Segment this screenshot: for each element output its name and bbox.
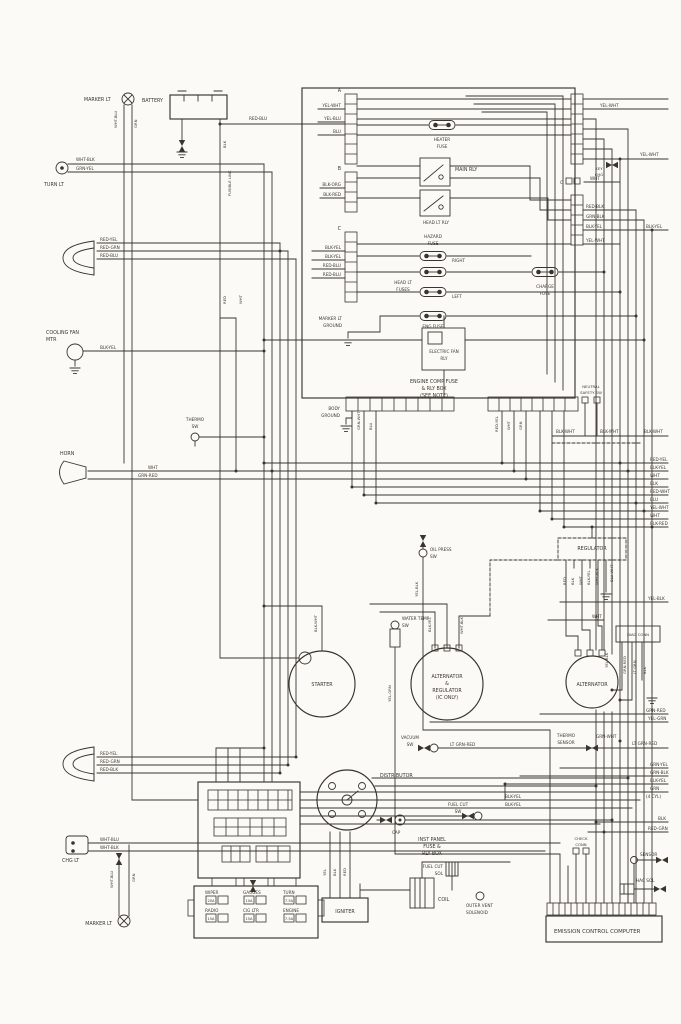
wire-grn-pin: GRN xyxy=(518,421,523,430)
body-ground-label-2: GROUND xyxy=(321,413,340,418)
wire-op-yel-blk: YEL-BLK xyxy=(414,581,419,597)
wire-ecc-blk: BLK xyxy=(658,816,666,821)
key-chg-label-1: KEY xyxy=(595,166,603,171)
fuse-radio-label: RADIO xyxy=(205,908,219,913)
marker-light-bottom-symbol xyxy=(118,915,130,927)
coil-symbol xyxy=(410,878,434,908)
bus-label-2: WHT xyxy=(650,473,660,478)
wire-c-red-blu-1: RED-BLU xyxy=(322,263,341,268)
connector-c2 xyxy=(566,178,580,184)
lower-bus-1: GRN-BLK xyxy=(650,770,669,775)
headlight-fuse-right-symbol xyxy=(420,268,446,277)
battery-symbol xyxy=(170,91,227,119)
wire-red-yel-pin: RED-YEL xyxy=(494,416,499,432)
wire-yel-blk-edge: YEL-BLK xyxy=(648,596,665,601)
wire-ar-wht-blk: WHT-BLK xyxy=(459,616,464,634)
wire-blu: BLU xyxy=(332,129,341,134)
wire-yel-grn: YEL-GRN xyxy=(387,685,392,702)
vacuum-sw-label-2: SW xyxy=(406,742,414,747)
bus-label-4: RED-WHT xyxy=(650,489,670,494)
thermo-sensor-label-1: THERMO xyxy=(556,733,576,738)
engine-fuse-label: ENG FUSE xyxy=(422,324,444,329)
wiring-mid-verticals xyxy=(216,164,296,782)
wire-wht: WHT xyxy=(238,295,243,304)
igniter-label: IGNITER xyxy=(335,910,355,915)
bus-label-6: YEL-WHT xyxy=(650,505,669,510)
wire-mb-wht-blu: WHT-BLU xyxy=(109,870,114,888)
wire-wht-pin: WHT xyxy=(506,421,511,430)
reg-pin-2: WHT xyxy=(578,576,583,585)
connector-strip-bottom-right xyxy=(488,397,578,411)
engine-box-title-1: ENGINE COMP FUSE xyxy=(410,380,458,385)
wire-blk: BLK xyxy=(222,140,227,148)
marker-lt-top-label: MARKER LT xyxy=(84,98,111,103)
fuel-cut-switch-symbol xyxy=(474,812,482,820)
thermo-switch-symbol xyxy=(191,433,199,446)
turn-light-symbol xyxy=(56,162,68,174)
bus-label-0: RED-YEL xyxy=(650,457,668,462)
headlight-right-symbol xyxy=(63,747,94,781)
engine-fuse-symbol xyxy=(420,312,446,321)
wire-by2: BLK-YEL xyxy=(505,802,522,807)
wire-lt-grn-red: LT GRN-RED xyxy=(450,742,476,747)
body-ground-label-1: BODY xyxy=(328,406,340,411)
marker-ground-label-2: GROUND xyxy=(323,323,342,328)
fuse-turn-label: TURN xyxy=(283,890,295,895)
wire-hl2-red-grn: RED-GRN xyxy=(100,759,120,764)
alternator-symbol xyxy=(566,650,618,708)
wire-c-red-blu-2: RED-BLU xyxy=(322,272,341,277)
heater-fuse-label-2: FUSE xyxy=(436,144,448,149)
check-connector-pins xyxy=(573,848,589,854)
heater-fuse-label-1: HEATER xyxy=(433,137,451,142)
fuse-cig-label: CIG LTR xyxy=(243,908,259,913)
connector-strip-right-mid xyxy=(571,195,583,245)
wire-yel-wht: YEL-WHT xyxy=(322,103,341,108)
bowtie-connectors xyxy=(116,140,668,892)
wire-cl-wht-blk: WHT-BLK xyxy=(100,845,119,850)
fuse-wiper-amp: 20A xyxy=(207,899,215,903)
neutral-safety-pins xyxy=(582,397,600,403)
wire-by1: BLK-YEL xyxy=(505,794,522,799)
emission-computer-box xyxy=(546,903,662,942)
neutral-safety-label-1: NEUTRAL xyxy=(582,384,600,389)
lower-bus-3: GRN xyxy=(650,786,660,791)
main-relay-label: MAIN RLY xyxy=(455,168,478,173)
reg-pin-1: BLK xyxy=(570,577,575,585)
oil-press-label-1: OIL PRESS xyxy=(430,547,452,552)
hazard-fuse-label-2: FUSE xyxy=(427,241,439,246)
wire-d-red: RED xyxy=(342,868,347,876)
wire-grn-wht-pin: GRN-WHT xyxy=(356,411,361,430)
chg-lt-label: CHG LT xyxy=(62,859,80,864)
cap-label: CAP xyxy=(392,830,401,835)
bus-label-1: BLK-YEL xyxy=(650,465,667,470)
oil-press-label-2: SW xyxy=(430,554,437,559)
wire-wht-blu: WHT-BLU xyxy=(113,110,118,128)
strip-a-letter: A xyxy=(337,89,341,94)
wire-blu-pin: BLU xyxy=(368,422,373,430)
wire-yel-grn-2: YEL-GRN xyxy=(648,716,667,721)
wire-ecc-red-grn: RED-GRN xyxy=(648,826,668,831)
oil-pressure-switch-symbol xyxy=(419,549,427,557)
inst-panel-label-1: INST PANEL xyxy=(418,838,446,843)
key-chg-label-2: CHG xyxy=(594,172,604,177)
outer-vent-label-1: OUTER VENT xyxy=(466,903,494,908)
headlight-fuse-left-symbol xyxy=(420,288,446,297)
wire-grn-yel: GRN-YEL xyxy=(76,166,94,171)
wire-blk-red: BLK-RED xyxy=(323,192,341,197)
cap-connector-symbol xyxy=(395,815,405,825)
neutral-safety-label-2: SAFETY SW xyxy=(580,390,602,395)
wire-d-yel: YEL xyxy=(322,869,327,876)
wire-grn-blk: GRN-BLK xyxy=(586,214,605,219)
wire-d-blk: BLK xyxy=(332,868,337,876)
wire-blu-wht: BLU-WHT xyxy=(609,564,614,582)
wire-alt-yel-blk: YEL-BLK xyxy=(604,652,609,668)
cooling-fan-symbol xyxy=(67,344,83,360)
fuse-turn-amp: 7.5A xyxy=(284,899,294,903)
water-temp-label-1: WATER TEMP xyxy=(402,616,430,621)
fuse-engine-label: ENGINE xyxy=(283,908,300,913)
hac-sol-label: HAC SOL xyxy=(636,878,655,883)
fuse-cig-amp: 15A xyxy=(245,917,253,921)
wire-rt-yel-wht-2: YEL-WHT xyxy=(640,152,659,157)
ground-symbols xyxy=(70,152,657,704)
bus-label-5: BLU xyxy=(650,497,659,502)
connector-strip-a xyxy=(345,94,357,164)
lower-bus-4: (4 CYL) xyxy=(646,794,662,799)
regulator-label: REGULATOR xyxy=(577,547,607,552)
outer-vent-solenoid-symbol xyxy=(476,892,484,900)
wire-rt-blk-yel: BLK-YEL xyxy=(586,224,603,229)
inst-panel-label-2: FUSE & xyxy=(423,845,441,850)
wire-wht-blk: WHT-BLK xyxy=(76,157,95,162)
charge-fuse-label-1: CHARGE xyxy=(536,284,554,289)
wiring-left xyxy=(68,105,560,916)
fuel-cut-solenoid-symbol xyxy=(446,862,458,876)
diag-pin-1: LT GRN xyxy=(632,660,637,674)
inst-panel-label-3: RLY BOX xyxy=(422,852,442,857)
thermo-sensor-label-2: SENSOR xyxy=(557,740,575,745)
thermo-sw-label-1: THERMO xyxy=(185,417,205,422)
wire-ar-blk-yel: BLK-YEL xyxy=(427,617,432,632)
charge-fuse-label-2: FUSE xyxy=(539,291,551,296)
wire-red-blu-2: RED-BLU xyxy=(100,253,119,258)
wire-rt-blk-yel-edge: BLK-YEL xyxy=(646,224,663,229)
cooling-fan-label-2: MTR xyxy=(46,338,57,343)
fuel-cut-sw-label-2: SW xyxy=(454,809,462,814)
fuse-gauges-label: GAUGES xyxy=(243,890,261,895)
inst-panel-fuse-relay-box xyxy=(198,782,300,886)
wire-blk-wht-2: BLK-WHT xyxy=(600,429,619,434)
headlight-relay-label: HEAD LT RLY xyxy=(422,220,450,225)
water-temp-label-2: SW xyxy=(402,623,409,628)
connector-strip-c xyxy=(345,232,357,302)
hazard-fuse-symbol xyxy=(420,252,446,261)
vacuum-switch-symbol xyxy=(430,744,438,752)
bus-label-8: BLK-RED xyxy=(650,521,668,526)
wire-wht-small: WHT xyxy=(592,614,602,619)
lower-bus-2: BLK-YEL xyxy=(650,778,667,783)
lower-bus-0: GRN-YEL xyxy=(650,762,668,767)
fuse-engine-amp: 7.5A xyxy=(284,917,294,921)
engine-box-title-2: & RLY BOX xyxy=(421,387,447,392)
reg-pin-0: RED xyxy=(562,577,567,585)
distributor-label: DISTRIBUTOR xyxy=(380,774,413,779)
altreg-label-2: & xyxy=(445,682,449,687)
wire-rt-yel-wht-3: YEL-WHT xyxy=(586,238,605,243)
diag-pin-2: BLK xyxy=(642,666,647,674)
altreg-label-3: REGULATOR xyxy=(432,689,462,694)
wire-blk-org: BLK-ORG xyxy=(322,182,341,187)
strip-c-letter: C xyxy=(337,227,341,232)
connector-c2-letter: C xyxy=(560,180,563,185)
wiring-bottom xyxy=(300,768,668,903)
marker-light-top-symbol xyxy=(122,93,134,105)
vacuum-sw-label-1: VACUUM xyxy=(400,735,420,740)
altreg-label-1: ALTERNATOR xyxy=(431,675,463,680)
wire-blk-wht-1: BLK-WHT xyxy=(556,429,575,434)
wire-grn-red-2: GRN-RED xyxy=(646,708,666,713)
junction-dots xyxy=(219,123,654,834)
battery-label: BATTERY xyxy=(142,99,163,104)
horn-label: HORN xyxy=(60,452,75,457)
headlight-left-symbol xyxy=(63,241,94,275)
fuel-cut-sol-label-2: SOL xyxy=(434,871,443,876)
wire-grn-red: GRN-RED xyxy=(138,473,158,478)
sensor-label: SENSOR xyxy=(640,852,658,857)
hazard-fuse-label-1: HAZARD xyxy=(424,234,442,239)
wire-blk-wht-3: BLK-WHT xyxy=(644,429,663,434)
altreg-label-4: (IC ONLY) xyxy=(435,696,459,701)
wire-red: RED xyxy=(222,296,227,304)
wire-hl2-red-blk: RED-BLK xyxy=(100,767,119,772)
wire-red-blk: RED-BLK xyxy=(586,204,605,209)
wire-yel-blu: YEL-BLU xyxy=(324,116,341,121)
bus-label-3: BLK xyxy=(650,481,658,486)
reg-pin-4: WHT-BLK xyxy=(594,567,599,585)
wire-red-yel: RED-YEL xyxy=(100,237,118,242)
connector-strip-right-top xyxy=(571,94,583,164)
fusible-link-label: FUSIBLE LINK xyxy=(227,170,232,196)
wire-grn: GRN xyxy=(133,119,138,128)
fan-relay-label-2: RLY xyxy=(440,356,448,361)
connector-strip-b xyxy=(345,172,357,212)
wire-grn-wht-2: GRN-WHT xyxy=(596,734,617,739)
bus-label-7: WHT xyxy=(650,513,660,518)
wire-c-blk-yel-1: BLK-YEL xyxy=(324,245,341,250)
left-fuse-label: LEFT xyxy=(452,294,462,299)
emission-computer-label: EMISSION CONTROL COMPUTER xyxy=(554,929,641,935)
check-conn-label-2: CONN xyxy=(575,842,587,847)
wire-cl-wht-blu: WHT-BLU xyxy=(100,837,119,842)
headlight-fuses-label-2: FUSES xyxy=(396,287,410,292)
diag-pin-0: GRN-RED xyxy=(622,656,627,674)
alternator-label: ALTERNATOR xyxy=(576,683,608,688)
wire-blk-yel: BLK-YEL xyxy=(100,345,117,350)
diag-conn-label: DIAG CONN xyxy=(626,632,650,637)
wire-starter-blk-wht: BLK-WHT xyxy=(313,615,318,632)
cooling-fan-label-1: COOLING FAN xyxy=(46,331,80,336)
fuse-radio-amp: 15A xyxy=(207,917,215,921)
starter-label: STARTER xyxy=(311,683,333,688)
check-conn-label-1: CHECK xyxy=(574,836,588,841)
turn-lt-label: TURN LT xyxy=(44,183,64,188)
fuel-cut-sol-label-1: FUEL CUT xyxy=(422,864,443,869)
horn-symbol xyxy=(60,461,87,484)
wire-rt-wht: WHT xyxy=(590,176,600,181)
wire-c-blk-yel-2: BLK-YEL xyxy=(324,254,341,259)
marker-ground-label-1: MARKER LT xyxy=(318,316,342,321)
water-temp-switch-symbol xyxy=(390,621,400,647)
wire-lt-grn-red-2: LT GRN-RED xyxy=(632,741,658,746)
charge-light-connector-symbol xyxy=(66,836,88,854)
marker-lt-bottom-label: MARKER LT xyxy=(85,922,112,927)
right-fuse-label: RIGHT xyxy=(452,258,466,263)
wire-mb-grn: GRN xyxy=(131,873,136,882)
wire-red-grn: RED-GRN xyxy=(100,245,120,250)
headlight-fuses-label-1: HEAD LT xyxy=(394,280,412,285)
strip-b-letter: B xyxy=(337,167,341,172)
engine-box-title-3: (SEE NOTE) xyxy=(420,394,448,399)
headlight-relay-symbol xyxy=(420,190,450,216)
reg-pin-3: BLK-YEL xyxy=(586,570,591,585)
hac-solenoid-symbol xyxy=(620,884,634,894)
fuse-gauges-amp: 10A xyxy=(245,899,253,903)
fuse-wiper-label: WIPER xyxy=(205,890,219,895)
connector-strip-bottom-left xyxy=(346,397,454,411)
wiring-bus-rows xyxy=(88,411,668,527)
wire-hl2-red-yel: RED-YEL xyxy=(100,751,118,756)
thermo-sw-label-2: SW xyxy=(191,424,199,429)
charge-fuse-symbol xyxy=(532,268,558,277)
wire-horn-wht: WHT xyxy=(148,465,158,470)
outer-vent-label-2: SOLENOID xyxy=(466,910,488,915)
heater-fuse-symbol xyxy=(429,121,455,130)
fuel-cut-sw-label-1: FUEL CUT xyxy=(447,802,469,807)
main-relay-symbol xyxy=(420,158,450,186)
coil-label: COIL xyxy=(438,898,450,903)
fan-relay-label-1: ELECTRIC FAN xyxy=(429,349,459,354)
wire-red-blu: RED-BLU xyxy=(249,116,268,121)
wire-rt-yel-wht-1: YEL-WHT xyxy=(600,103,619,108)
